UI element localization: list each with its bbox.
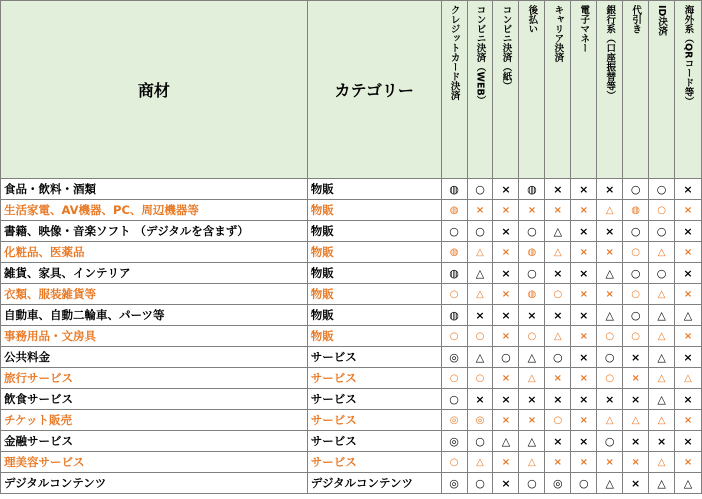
support-mark: ◍ — [441, 242, 467, 263]
support-mark: × — [623, 347, 649, 368]
category-cell: 物販 — [307, 305, 441, 326]
product-name: 事務用品・文房具 — [1, 326, 308, 347]
support-mark: △ — [519, 368, 545, 389]
support-mark: △ — [545, 221, 571, 242]
support-mark: ○ — [623, 305, 649, 326]
support-mark: △ — [493, 431, 519, 452]
support-mark: △ — [467, 347, 493, 368]
support-mark: ○ — [597, 347, 623, 368]
category-cell: サービス — [307, 347, 441, 368]
support-mark: × — [675, 284, 702, 305]
support-mark: × — [493, 221, 519, 242]
support-mark: △ — [649, 389, 675, 410]
support-mark: × — [675, 242, 702, 263]
support-mark: ○ — [467, 221, 493, 242]
support-mark: △ — [649, 452, 675, 473]
support-mark: △ — [519, 431, 545, 452]
product-name: 公共料金 — [1, 347, 308, 368]
category-cell: サービス — [307, 410, 441, 431]
support-mark: × — [493, 263, 519, 284]
support-mark: × — [649, 431, 675, 452]
table-row — [1, 200, 702, 221]
category-cell: サービス — [307, 389, 441, 410]
table-row — [1, 368, 702, 389]
method-header-carrier: キャリア決済 — [545, 1, 571, 179]
support-mark: △ — [545, 242, 571, 263]
header-row — [1, 1, 702, 179]
support-mark: × — [675, 200, 702, 221]
table-row — [1, 284, 702, 305]
product-name: チケット販売 — [1, 410, 308, 431]
support-mark: △ — [649, 326, 675, 347]
support-mark: ○ — [649, 221, 675, 242]
support-mark: ◍ — [623, 200, 649, 221]
support-mark: × — [623, 473, 649, 494]
support-mark: △ — [545, 326, 571, 347]
support-mark: ○ — [467, 368, 493, 389]
support-mark: × — [545, 368, 571, 389]
support-mark: ○ — [623, 263, 649, 284]
support-mark: ○ — [467, 431, 493, 452]
category-cell: サービス — [307, 431, 441, 452]
support-mark: ○ — [519, 221, 545, 242]
support-mark: ○ — [441, 284, 467, 305]
support-mark: ○ — [623, 179, 649, 200]
support-mark: △ — [675, 473, 702, 494]
support-mark: × — [675, 410, 702, 431]
product-name: 旅行サービス — [1, 368, 308, 389]
support-mark: × — [571, 284, 597, 305]
product-name: 飲食サービス — [1, 389, 308, 410]
support-mark: × — [571, 326, 597, 347]
support-mark: × — [597, 179, 623, 200]
support-mark: ◎ — [545, 473, 571, 494]
support-mark: × — [675, 179, 702, 200]
support-mark: ○ — [597, 326, 623, 347]
support-mark: ○ — [649, 263, 675, 284]
support-mark: × — [571, 389, 597, 410]
support-mark: ○ — [467, 473, 493, 494]
support-mark: × — [675, 389, 702, 410]
support-mark: ○ — [493, 347, 519, 368]
table-row — [1, 347, 702, 368]
category-cell: 物販 — [307, 242, 441, 263]
support-mark: × — [597, 221, 623, 242]
support-mark: × — [675, 452, 702, 473]
support-mark: × — [571, 179, 597, 200]
support-mark: ◎ — [441, 347, 467, 368]
support-mark: ◍ — [441, 305, 467, 326]
table-row — [1, 326, 702, 347]
category-cell: 物販 — [307, 179, 441, 200]
support-mark: ○ — [571, 473, 597, 494]
support-mark: △ — [597, 410, 623, 431]
table-row — [1, 473, 702, 494]
category-cell: デジタルコンテンツ — [307, 473, 441, 494]
category-cell: 物販 — [307, 263, 441, 284]
table-row — [1, 389, 702, 410]
support-mark: × — [623, 389, 649, 410]
support-mark: × — [571, 242, 597, 263]
support-mark: × — [571, 200, 597, 221]
support-mark: × — [597, 284, 623, 305]
support-mark: ◎ — [441, 431, 467, 452]
support-mark: △ — [649, 284, 675, 305]
support-mark: △ — [649, 347, 675, 368]
support-mark: ○ — [597, 431, 623, 452]
support-mark: × — [493, 200, 519, 221]
support-mark: × — [571, 452, 597, 473]
support-mark: × — [545, 179, 571, 200]
support-mark: × — [571, 263, 597, 284]
method-header-conveni-paper: コンビニ決済（紙） — [493, 1, 519, 179]
product-name: 自動車、自動二輪車、パーツ等 — [1, 305, 308, 326]
support-mark: △ — [649, 242, 675, 263]
support-mark: ◍ — [441, 179, 467, 200]
category-cell: 物販 — [307, 284, 441, 305]
support-mark: ○ — [545, 347, 571, 368]
support-mark: △ — [467, 242, 493, 263]
support-mark: △ — [597, 200, 623, 221]
support-mark: × — [623, 452, 649, 473]
support-mark: ○ — [441, 221, 467, 242]
support-mark: ○ — [441, 389, 467, 410]
support-mark: △ — [467, 284, 493, 305]
support-mark: × — [545, 200, 571, 221]
support-mark: × — [623, 368, 649, 389]
support-mark: × — [597, 389, 623, 410]
support-mark: ○ — [545, 284, 571, 305]
support-mark: △ — [519, 452, 545, 473]
product-name: 食品・飲料・酒類 — [1, 179, 308, 200]
support-mark: × — [571, 347, 597, 368]
support-mark: △ — [649, 305, 675, 326]
support-mark: × — [545, 305, 571, 326]
method-header-id: ID決済 — [649, 1, 675, 179]
method-header-emoney: 電子マネー — [571, 1, 597, 179]
method-header-overseas: 海外系（QRコード等） — [675, 1, 702, 179]
support-mark: × — [493, 473, 519, 494]
support-mark: △ — [597, 263, 623, 284]
support-mark: × — [597, 242, 623, 263]
table-row — [1, 221, 702, 242]
support-mark: × — [467, 305, 493, 326]
category-cell: サービス — [307, 452, 441, 473]
support-mark: × — [571, 410, 597, 431]
support-mark: ◎ — [467, 410, 493, 431]
support-mark: × — [493, 326, 519, 347]
support-mark: ○ — [519, 473, 545, 494]
support-mark: △ — [597, 473, 623, 494]
product-name: 理美容サービス — [1, 452, 308, 473]
support-mark: × — [571, 221, 597, 242]
support-mark: × — [467, 200, 493, 221]
support-mark: × — [675, 347, 702, 368]
support-mark: △ — [467, 452, 493, 473]
method-header-credit: クレジットカード決済 — [441, 1, 467, 179]
support-mark: × — [545, 431, 571, 452]
support-mark: × — [493, 284, 519, 305]
support-mark: △ — [675, 368, 702, 389]
support-mark: △ — [649, 410, 675, 431]
support-mark: ○ — [441, 452, 467, 473]
table-row — [1, 410, 702, 431]
support-mark: × — [493, 179, 519, 200]
support-mark: × — [597, 452, 623, 473]
support-mark: ○ — [519, 326, 545, 347]
method-header-bank: 銀行系（口座振替等） — [597, 1, 623, 179]
support-mark: ○ — [623, 284, 649, 305]
table-row — [1, 452, 702, 473]
support-mark: × — [467, 389, 493, 410]
support-mark: ○ — [649, 179, 675, 200]
support-mark: ○ — [545, 410, 571, 431]
support-mark: × — [519, 305, 545, 326]
support-mark: ◍ — [441, 263, 467, 284]
product-name: 金融サービス — [1, 431, 308, 452]
category-cell: 物販 — [307, 200, 441, 221]
support-mark: △ — [597, 305, 623, 326]
support-mark: × — [493, 368, 519, 389]
support-mark: ○ — [441, 326, 467, 347]
support-mark: × — [675, 221, 702, 242]
support-mark: × — [493, 305, 519, 326]
support-mark: ○ — [467, 326, 493, 347]
support-mark: ◍ — [519, 284, 545, 305]
support-mark: ○ — [623, 242, 649, 263]
support-mark: ◍ — [519, 179, 545, 200]
support-mark: × — [493, 410, 519, 431]
table-row — [1, 431, 702, 452]
product-header: 商材 — [1, 1, 308, 179]
support-mark: × — [675, 263, 702, 284]
support-mark: △ — [467, 263, 493, 284]
table-row — [1, 263, 702, 284]
method-header-deferred: 後払い — [519, 1, 545, 179]
support-mark: × — [571, 305, 597, 326]
support-mark: ◍ — [441, 200, 467, 221]
support-mark: ○ — [623, 326, 649, 347]
support-mark: × — [545, 389, 571, 410]
support-mark: ○ — [467, 179, 493, 200]
table-row — [1, 179, 702, 200]
product-name: 書籍、映像・音楽ソフト （デジタルを含まず） — [1, 221, 308, 242]
support-mark: ○ — [597, 368, 623, 389]
support-mark: △ — [675, 305, 702, 326]
support-mark: ◍ — [519, 242, 545, 263]
table-row — [1, 242, 702, 263]
product-name: 生活家電、AV機器、PC、周辺機器等 — [1, 200, 308, 221]
product-name: デジタルコンテンツ — [1, 473, 308, 494]
support-mark: ◎ — [441, 410, 467, 431]
support-mark: × — [519, 389, 545, 410]
support-mark: ○ — [623, 221, 649, 242]
support-mark: △ — [519, 347, 545, 368]
support-mark: × — [519, 200, 545, 221]
support-mark: × — [493, 452, 519, 473]
support-mark: × — [675, 326, 702, 347]
support-mark: × — [571, 368, 597, 389]
support-mark: × — [519, 410, 545, 431]
category-cell: サービス — [307, 368, 441, 389]
support-mark: △ — [649, 368, 675, 389]
product-name: 化粧品、医薬品 — [1, 242, 308, 263]
support-mark: × — [493, 389, 519, 410]
category-cell: 物販 — [307, 221, 441, 242]
product-name: 雑貨、家具、インテリア — [1, 263, 308, 284]
support-mark: × — [571, 431, 597, 452]
product-name: 衣類、服装雑貨等 — [1, 284, 308, 305]
support-mark: ○ — [649, 200, 675, 221]
support-mark: × — [545, 263, 571, 284]
support-mark: × — [545, 452, 571, 473]
category-header: カテゴリー — [307, 1, 441, 179]
category-cell: 物販 — [307, 326, 441, 347]
support-mark: × — [493, 242, 519, 263]
table-row — [1, 305, 702, 326]
support-mark: × — [623, 431, 649, 452]
support-mark: ○ — [441, 368, 467, 389]
support-mark: × — [675, 431, 702, 452]
support-mark: ○ — [519, 263, 545, 284]
method-header-cod: 代引き — [623, 1, 649, 179]
support-mark: △ — [649, 473, 675, 494]
method-header-conveni-web: コンビニ決済（WEB） — [467, 1, 493, 179]
support-mark: ◎ — [441, 473, 467, 494]
support-mark: △ — [623, 410, 649, 431]
